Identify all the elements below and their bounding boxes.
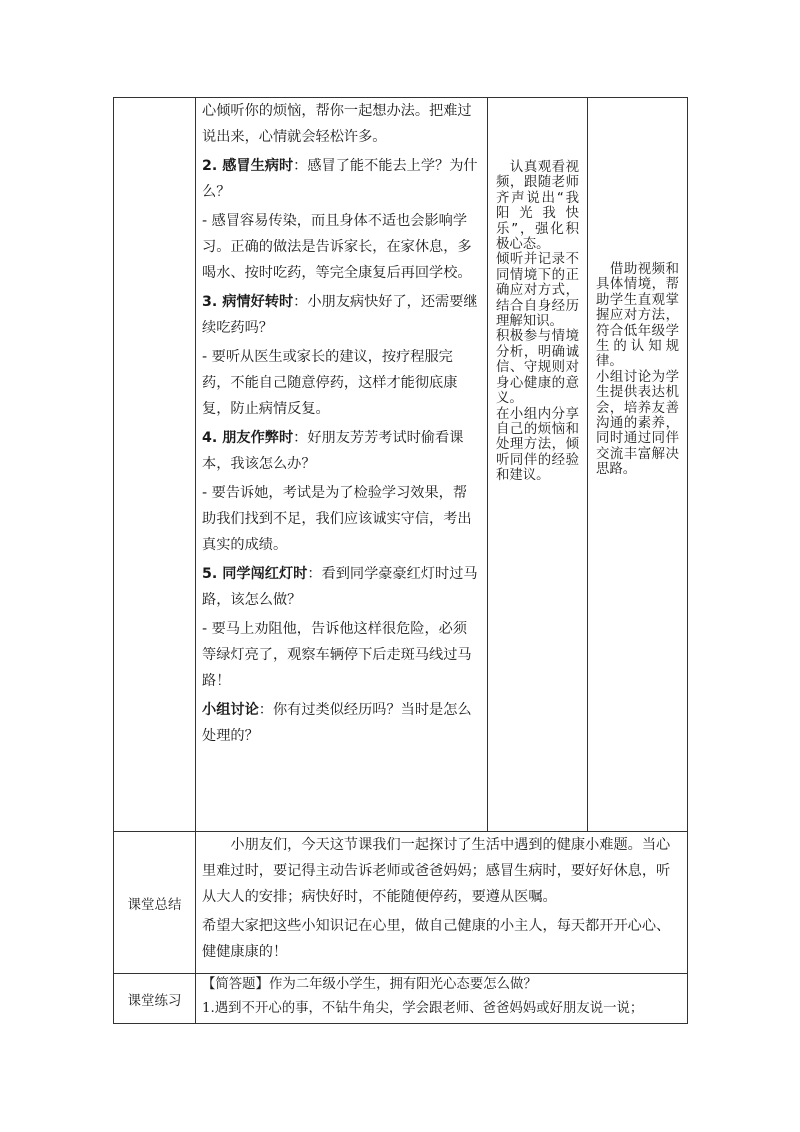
scenario-text: ：小朋友病快好了，还需要继续吃药吗？: [202, 294, 478, 336]
design-intent-content: [588, 98, 687, 478]
summary-row: [114, 832, 688, 974]
teacher-activity-line: [202, 98, 481, 150]
teacher-activity-content: [196, 98, 487, 749]
teacher-activity-line: [202, 208, 481, 286]
scenario-heading: 4. 朋友作弊时: [202, 430, 294, 446]
summary-label: 课堂总结: [114, 832, 196, 974]
scenario-text: ：好朋友芳芳考试时偷看课本，我该怎么办？: [202, 430, 464, 472]
scenario-text: ：你有过类似经历吗？当时是怎么处理的？: [202, 702, 472, 744]
lesson-plan-table: [113, 97, 688, 1024]
summary-paragraph-2: 希望大家把这些小知识记在心里，做自己健康的小主人，每天都开开心心、健健康康的！: [202, 918, 671, 960]
practice-question: 【简答题】作为二年级小学生，拥有阳光心态要怎么做？: [202, 977, 537, 992]
design-intent-paragraph: 借助视频和具体情境，帮助学生直观掌握应对方法，符合低年级学生的认知规律。: [596, 262, 679, 370]
student-activity-paragraph: 认真观看视频，跟随老师齐声说出“我阳光我快乐”，强化积极心态。: [496, 160, 579, 253]
teacher-activity-line: [202, 425, 481, 477]
scenario-text: - 感冒容易传染，而且身体不适也会影响学习。正确的做法是告诉家长，在家休息，多喝水、按时吃药，等完全康复后再回学校。: [202, 213, 472, 281]
scenario-text: ：感冒了能不能去上学？为什么？: [202, 158, 478, 200]
practice-label: 课堂练习: [114, 974, 196, 1024]
teacher-activity-line: [202, 289, 481, 341]
teacher-activity-line: [202, 153, 481, 205]
student-activity-cell: [488, 98, 588, 832]
scenario-heading: 3. 病情好转时: [202, 294, 294, 310]
teacher-activity-line: [202, 344, 481, 422]
student-activity-paragraph: 积极参与情境分析，明确诚信、守规则对身心健康的意义。: [496, 329, 579, 407]
teaching-process-row: [114, 98, 688, 832]
scenario-heading: 小组讨论: [202, 702, 259, 718]
scenario-text: - 要听从医生或家长的建议，按疗程服完药，不能自己随意停药，这样才能彻底康复，防止病情反复。: [202, 349, 458, 417]
student-activity-paragraph: 倾听并记录不同情境下的正确应对方式，结合自身经历理解知识。: [496, 252, 579, 330]
teacher-activity-line: [202, 697, 481, 749]
scenario-heading: 5. 同学闯红灯时: [202, 566, 308, 582]
scenario-text: - 要告诉她，考试是为了检验学习效果，帮助我们找到不足，我们应该诚实守信，考出真实的成绩。: [202, 485, 472, 553]
practice-cell: [196, 974, 688, 1024]
teacher-activity-line: [202, 480, 481, 558]
design-intent-paragraph: 小组讨论为学生提供表达机会，培养友善沟通的素养，同时通过同伴交流丰富解决思路。: [596, 369, 679, 478]
scenario-text: 心倾听你的烦恼，帮你一起想办法。把难过说出来，心情就会轻松许多。: [202, 103, 472, 145]
teacher-activity-line: [202, 561, 481, 613]
scenario-heading: 2. 感冒生病时: [202, 158, 294, 174]
teacher-activity-cell: [196, 98, 488, 832]
practice-answer-1: 1.遇到不开心的事，不钻牛角尖，学会跟老师、爸爸妈妈或好朋友说一说；: [202, 1001, 644, 1016]
design-intent-cell: [588, 98, 688, 832]
row-label-empty: [114, 98, 196, 832]
summary-paragraph-1: 小朋友们，今天这节课我们一起探讨了生活中遇到的健康小难题。当心里难过时，要记得主动告诉老师或爸爸妈妈；感冒生病时，要好好休息，听从大人的安排；病快好时，不能随便停药，要遵从医嘱。: [202, 837, 671, 905]
student-activity-paragraph: 在小组内分享自己的烦恼和处理方法，倾听同伴的经验和建议。: [496, 406, 579, 484]
student-activity-content: [488, 98, 587, 484]
scenario-text: ：看到同学豪豪红灯时过马路，该怎么做？: [202, 566, 478, 608]
teacher-activity-line: [202, 616, 481, 694]
scenario-text: - 要马上劝阻他，告诉他这样很危险，必须等绿灯亮了，观察车辆停下后走斑马线过马路！: [202, 621, 472, 689]
summary-cell: [196, 832, 688, 974]
practice-row: [114, 974, 688, 1024]
